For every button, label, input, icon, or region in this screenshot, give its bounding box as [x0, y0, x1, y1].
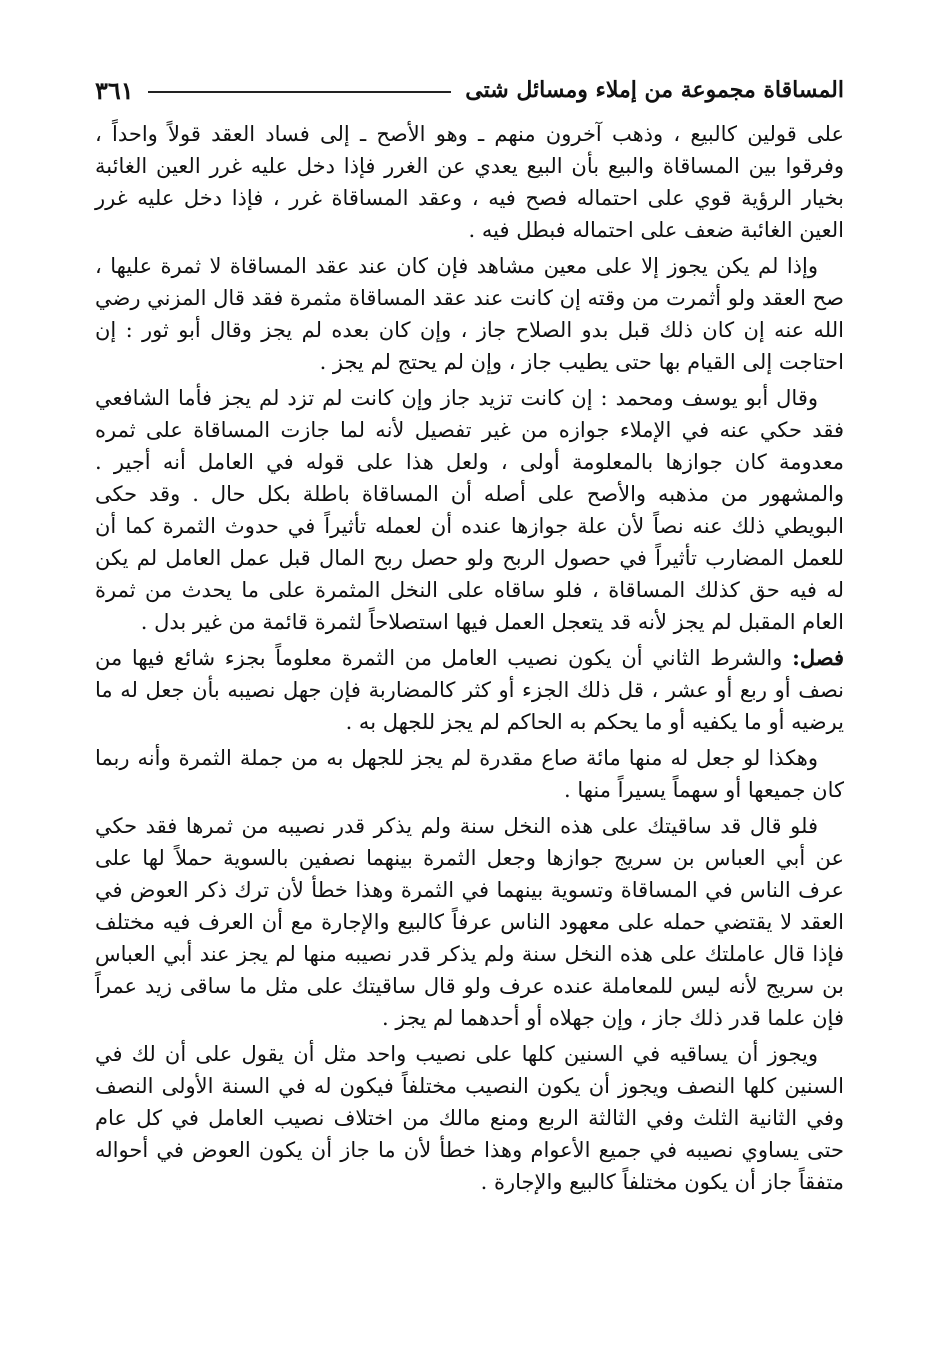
paragraph: [95, 382, 844, 638]
paragraph-text: ويجوز أن يساقيه في السنين كلها على نصيب واحد مثل أن يقول على أن لك في السنين كلها النصف ويجوز أن يكون النصيب مختلفاً فيكون له في السنة الأولى النصف وفي الثانية الثلث وفي الثالثة الربع ومنع مالك من اختلاف نصيب العامل في كل عام حتى يساوي نصيبه في جميع الأعوام وهذا خطأ لأن ما جاز أن يكون العوض في أحواله متفقاً جاز أن يكون مختلفاً كالبيع والإجارة .: [95, 1042, 844, 1194]
running-title: المساقاة مجموعة من إملاء ومسائل شتى: [465, 77, 844, 103]
paragraph-text: على قولين كالبيع ، وذهب آخرون منهم ـ وهو الأصح ـ إلى فساد العقد قولاً واحداً ، وفرقوا بين المساقاة والبيع بأن البيع يعدي عن الغرر فإذا دخل عليه غرر العين الغائبة بخيار الرؤية قوي على احتماله فصح فيه ، وعقد المساقاة غرر ، فإذا دخل عليه غرر العين الغائبة ضعف على احتماله فبطل فيه .: [95, 122, 844, 242]
paragraph: [95, 1038, 844, 1198]
paragraph: [95, 642, 844, 738]
paragraph-text: والشرط الثاني أن يكون نصيب العامل من الثمرة معلوماً بجزء شائع فيها من نصف أو ربع أو عشر ، قل ذلك الجزء أو كثر كالمضاربة فإن جهل نصيبه بأن جعل له ما يرضيه أو ما يكفيه أو ما يحكم به الحاكم لم يجز للجهل به .: [95, 646, 844, 734]
paragraph: [95, 742, 844, 806]
section-label: فصل:: [792, 645, 844, 670]
paragraph: [95, 810, 844, 1034]
paragraph-text: وإذا لم يكن يجوز إلا على معين مشاهد فإن كان عند عقد المساقاة لا ثمرة عليها ، صح العقد ولو أثمرت من وقته إن كانت عند عقد المساقاة مثمرة فقد قال المزني رضي الله عنه إن كان ذلك قبل بدو الصلاح جاز ، وإن كان بعده لم يجز وقال أبو ثور : إن احتاجت إلى القيام بها حتى يطيب جاز ، وإن لم يحتج لم يجز .: [95, 254, 844, 374]
page-body: [95, 118, 844, 1198]
paragraph-text: فلو قال قد ساقيتك على هذه النخل سنة ولم يذكر قدر نصيبه من ثمرها فقد حكي عن أبي العباس بن سريج جوازها وجعل الثمرة بينهما نصفين بالسوية حملاً لها على عرف الناس في المساقاة وتسوية بينهما في الثمرة وهذا خطأ لأن ترك ذكر العوض في العقد لا يقتضي حمله على معهود الناس عرفاً كالبيع والإجارة مع أن العرف فيه مختلف فإذا قال عاملتك على هذه النخل سنة ولم يذكر قدر نصيبه منها لم يجز عند أبي العباس بن سريج لأنه ليس للمعاملة عنده عرف ولو قال ساقيتك على مثل ما ساقى زيد عمراً فإن علما قدر ذلك جاز ، وإن جهلاه أو أحدهما لم يجز .: [95, 814, 844, 1030]
page-number: ٣٦١: [95, 75, 134, 105]
paragraph-text: وهكذا لو جعل له منها مائة صاع مقدرة لم يجز للجهل به من جملة الثمرة وأنه ربما كان جميعها أو سهماً يسيراً منها .: [95, 746, 844, 802]
page-header: [95, 70, 844, 110]
header-rule: [148, 91, 452, 93]
paragraph: [95, 250, 844, 378]
paragraph: [95, 118, 844, 246]
paragraph-text: وقال أبو يوسف ومحمد : إن كانت تزيد جاز وإن كانت لم تزد لم يجز فأما الشافعي فقد حكي عنه في الإملاء جوازه من غير تفصيل لأنه لما جازت المساقاة على ثمره معدومة كان جوازها بالمعلومة أولى ، ولعل هذا على قوله في العامل أنه أجير . والمشهور من مذهبه والأصح على أصله أن المساقاة باطلة بكل حال . وقد حكى البويطي ذلك عنه نصاً لأن علة جوازها عنده أن لعمله تأثيراً في حدوث الثمرة كما أن للعمل المضارب تأثيراً في حصول الربح ولو حصل ربح المال قبل عمل العامل لم يكن له فيه حق كذلك المساقاة ، فلو ساقاه على النخل المثمرة على ما يحدث من ثمرة العام المقبل لم يجز لأنه قد يتعجل العمل فيها استصلاحاً لثمرة قائمة من غير بدل .: [95, 386, 844, 634]
